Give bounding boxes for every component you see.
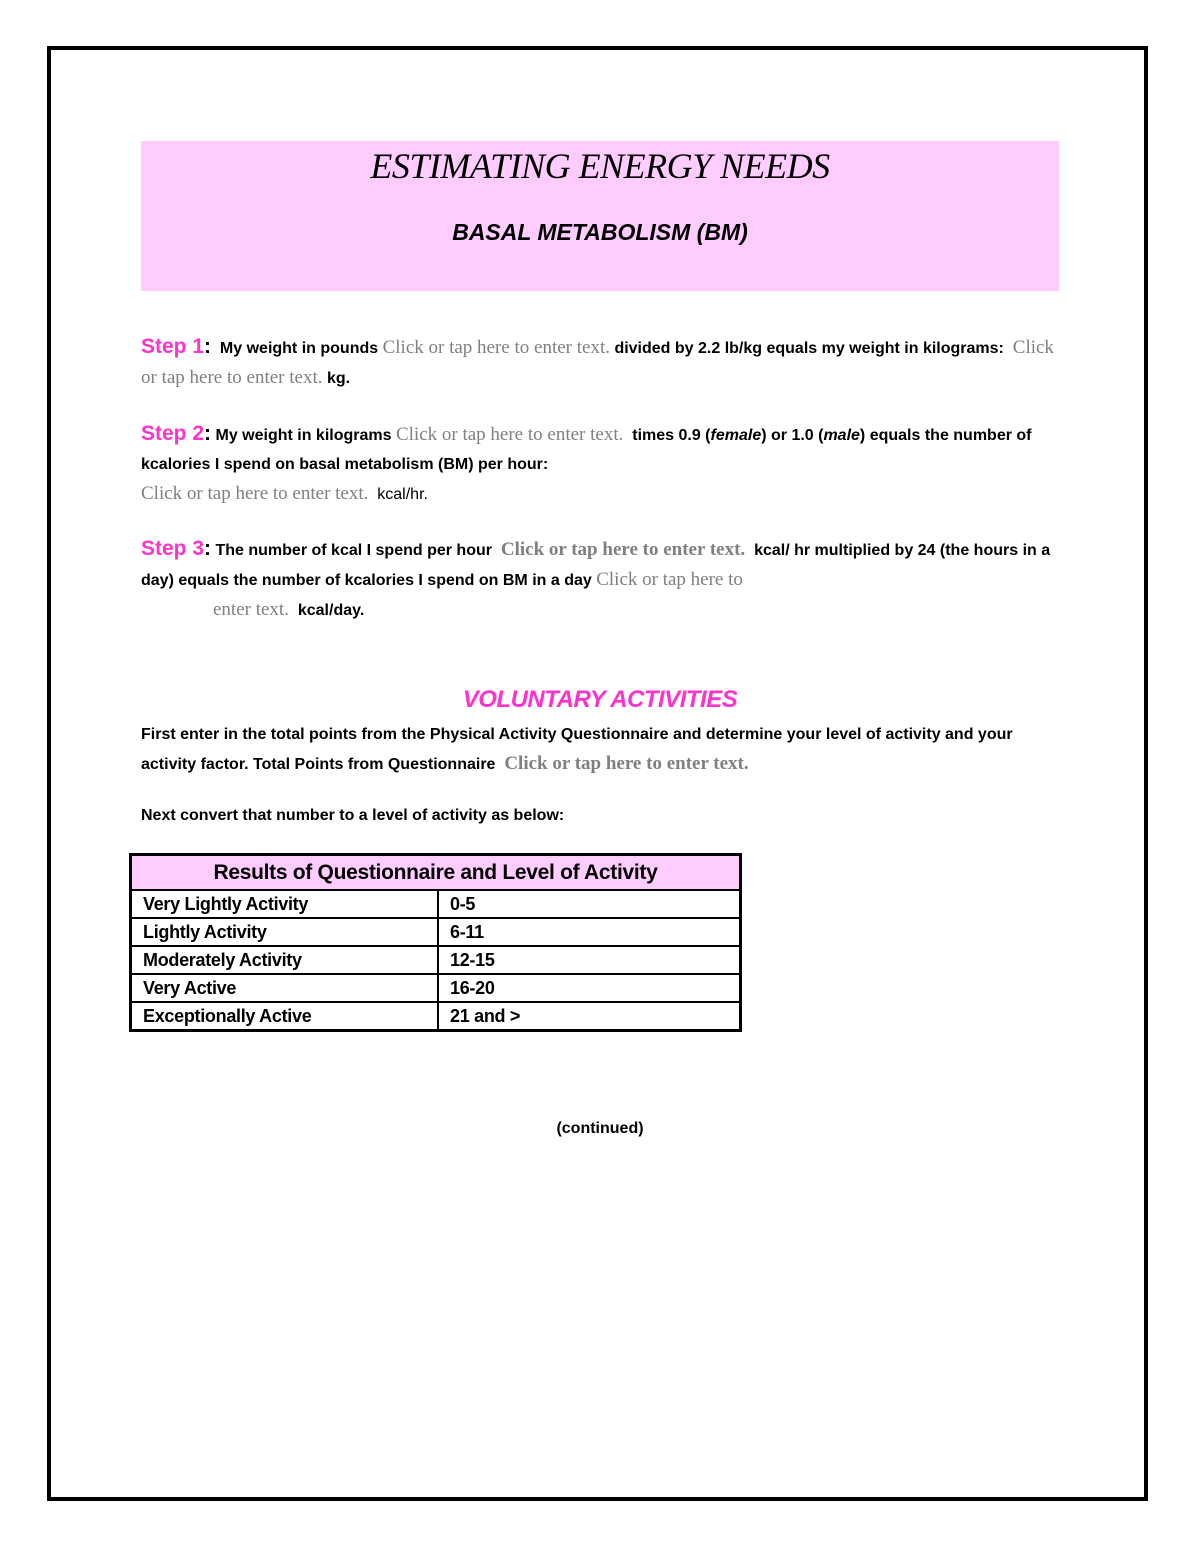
continued-note: (continued) [556,1120,644,1137]
bm-per-hour-field[interactable]: Click or tap here to enter text. [141,483,369,504]
step-3-text-continued: kcal/ hr multiplied by 24 (the hours in a day) equals the number of kcalories I spend on BM in a day [141,542,1051,589]
step-2-text: My weight in kilograms [215,427,392,444]
voluntary-intro [141,720,1061,779]
table-header-row [131,855,741,891]
voluntary-intro-text: First enter in the total points from the Physical Activity Questionnaire and determine your level of activity and your activity factor. Total Points from Questionnaire [141,726,1013,773]
step-1-paragraph [141,332,1061,393]
table-row [131,974,741,1002]
activity-level-cell: Very Lightly Activity [131,890,439,918]
activity-level-table [129,853,742,1032]
table-row [131,946,741,974]
step-2-text-continued: equals the number of kcalories I spend on basal metabolism (BM) per hour: [141,427,1032,473]
bm-per-day-field-part1[interactable]: Click or tap here to [596,569,743,590]
next-instruction: Next convert that number to a level of activity as below: [141,807,565,824]
step-3-unit: kcal/day. [297,602,365,619]
step-1-label: Step 1 [141,335,205,358]
male-label: male [823,427,860,444]
header-banner [141,141,1059,291]
step-2-close: ) [859,427,866,444]
table-header: Results of Questionnaire and Level of Activity [131,855,741,891]
table-row [131,918,741,946]
step-1-text-continued: divided by 2.2 lb/kg equals my weight in kilograms: [614,340,1004,357]
weight-kg-field[interactable]: Click or tap here to enter text. [395,424,624,445]
page-subtitle: BASAL METABOLISM (BM) [452,219,748,245]
weight-pounds-field[interactable]: Click or tap here to enter text. [382,337,610,358]
step-3-label: Step 3 [141,537,205,560]
step-1-colon: : [204,335,212,358]
activity-level-cell: Lightly Activity [131,918,439,946]
step-3-text: The number of kcal I spend per hour [215,542,492,559]
activity-level-cell: Moderately Activity [131,946,439,974]
step-1-unit: kg. [326,370,351,387]
section-title-voluntary: VOLUNTARY ACTIVITIES [462,686,738,713]
total-points-field[interactable]: Click or tap here to enter text. [504,753,749,774]
step-1-text: My weight in pounds [219,340,379,357]
points-range-cell: 16-20 [438,974,741,1002]
female-label: female [710,427,762,444]
step-2-label: Step 2 [141,422,205,445]
table-row [131,1002,741,1031]
step-2-paragraph [141,419,1061,509]
page-title: ESTIMATING ENERGY NEEDS [370,146,830,186]
step-3-paragraph [141,534,1061,625]
step-2-colon: : [204,422,212,445]
activity-level-cell: Very Active [131,974,439,1002]
step-3-colon: : [204,537,212,560]
points-range-cell: 12-15 [438,946,741,974]
points-range-cell: 21 and > [438,1002,741,1031]
points-range-cell: 0-5 [438,890,741,918]
weight-kilograms-field[interactable]: Click or tap here to enter text. [141,337,1054,388]
kcal-per-hour-field[interactable]: Click or tap here to enter text. [500,539,746,560]
step-2-times: times 0.9 ( [632,427,711,444]
bm-per-day-field-part2[interactable]: enter text. [213,599,289,620]
step-2-unit: kcal/hr. [377,486,428,503]
step-2-or: ) or 1.0 ( [761,427,824,444]
activity-level-cell: Exceptionally Active [131,1002,439,1031]
table-row [131,890,741,918]
points-range-cell: 6-11 [438,918,741,946]
